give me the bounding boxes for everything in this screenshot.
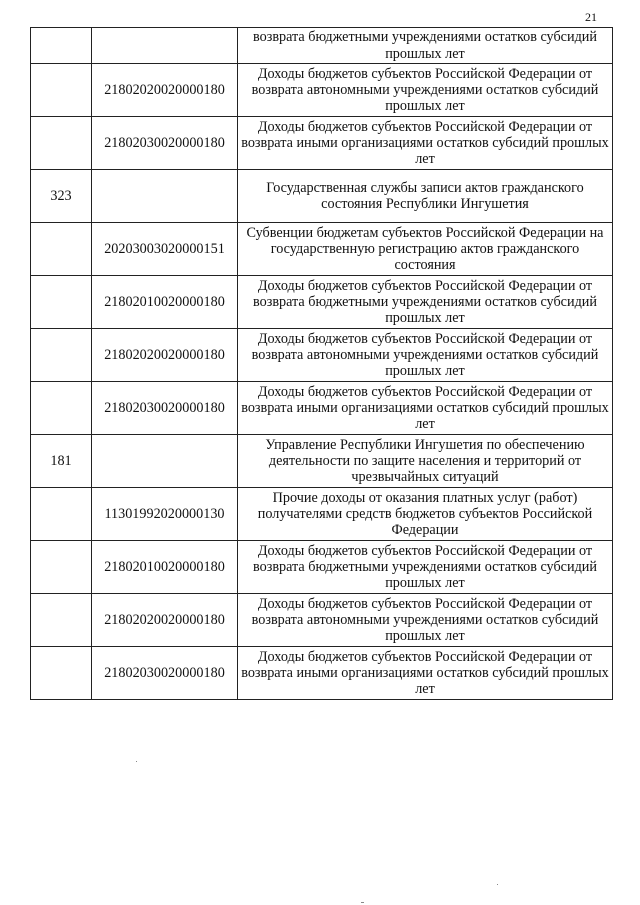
revenue-code-cell: 21802030020000180 bbox=[92, 117, 238, 170]
revenue-code-cell bbox=[92, 170, 238, 223]
revenue-code-cell: 11301992020000130 bbox=[92, 488, 238, 541]
admin-code-cell bbox=[31, 488, 92, 541]
admin-code-cell bbox=[31, 647, 92, 700]
revenue-code-cell: 21802010020000180 bbox=[92, 541, 238, 594]
scan-speck bbox=[361, 902, 364, 903]
admin-code-cell bbox=[31, 382, 92, 435]
admin-code-cell bbox=[31, 541, 92, 594]
revenue-name-cell: Доходы бюджетов субъектов Российской Федерации от возврата бюджетными учреждениями остатков субсидий прошлых лет bbox=[238, 541, 613, 594]
revenue-code-cell: 21802020020000180 bbox=[92, 64, 238, 117]
revenue-name-cell: Доходы бюджетов субъектов Российской Федерации от возврата автономными учреждениями остатков субсидий прошлых лет bbox=[238, 594, 613, 647]
revenue-name-cell: Доходы бюджетов субъектов Российской Федерации от возврата иными организациями остатков субсидий прошлых лет bbox=[238, 117, 613, 170]
revenue-name-cell: Доходы бюджетов субъектов Российской Федерации от возврата автономными учреждениями остатков субсидий прошлых лет bbox=[238, 64, 613, 117]
revenue-name-cell: Государственная службы записи актов гражданского состояния Республики Ингушетия bbox=[238, 170, 613, 223]
admin-code-cell bbox=[31, 223, 92, 276]
revenue-code-cell bbox=[92, 435, 238, 488]
table-row bbox=[31, 541, 613, 594]
table-row bbox=[31, 488, 613, 541]
revenue-code-cell: 21802020020000180 bbox=[92, 329, 238, 382]
revenue-name-cell: Доходы бюджетов субъектов Российской Федерации от возврата бюджетными учреждениями остатков субсидий прошлых лет bbox=[238, 276, 613, 329]
table-row bbox=[31, 276, 613, 329]
page-number: 21 bbox=[585, 10, 597, 24]
table-row bbox=[31, 382, 613, 435]
budget-revenue-table bbox=[30, 27, 613, 700]
revenue-name-cell: Доходы бюджетов субъектов Российской Федерации от возврата иными организациями остатков субсидий прошлых лет bbox=[238, 382, 613, 435]
revenue-code-cell: 20203003020000151 bbox=[92, 223, 238, 276]
revenue-name-cell: Доходы бюджетов субъектов Российской Федерации от возврата иными организациями остатков субсидий прошлых лет bbox=[238, 647, 613, 700]
revenue-code-cell: 21802020020000180 bbox=[92, 594, 238, 647]
table-row bbox=[31, 170, 613, 223]
revenue-code-cell: 21802010020000180 bbox=[92, 276, 238, 329]
admin-code-cell: 323 bbox=[31, 170, 92, 223]
table-row bbox=[31, 64, 613, 117]
admin-code-cell bbox=[31, 117, 92, 170]
revenue-name-cell: Субвенции бюджетам субъектов Российской Федерации на государственную регистрацию актов гражданского состояния bbox=[238, 223, 613, 276]
table-row bbox=[31, 329, 613, 382]
admin-code-cell: 181 bbox=[31, 435, 92, 488]
table-row bbox=[31, 117, 613, 170]
table-row bbox=[31, 435, 613, 488]
table-row bbox=[31, 594, 613, 647]
revenue-name-cell: Управление Республики Ингушетия по обеспечению деятельности по защите населения и территорий от чрезвычайных ситуаций bbox=[238, 435, 613, 488]
scan-speck bbox=[497, 884, 498, 885]
table-row bbox=[31, 28, 613, 64]
scan-speck bbox=[136, 761, 137, 762]
revenue-code-cell: 21802030020000180 bbox=[92, 647, 238, 700]
admin-code-cell bbox=[31, 28, 92, 64]
revenue-name-cell: возврата бюджетными учреждениями остатков субсидий прошлых лет bbox=[238, 28, 613, 64]
admin-code-cell bbox=[31, 329, 92, 382]
revenue-code-cell bbox=[92, 28, 238, 64]
revenue-name-cell: Прочие доходы от оказания платных услуг (работ) получателями средств бюджетов субъектов Российской Федерации bbox=[238, 488, 613, 541]
revenue-code-cell: 21802030020000180 bbox=[92, 382, 238, 435]
table-row bbox=[31, 647, 613, 700]
admin-code-cell bbox=[31, 276, 92, 329]
table-row bbox=[31, 223, 613, 276]
admin-code-cell bbox=[31, 594, 92, 647]
admin-code-cell bbox=[31, 64, 92, 117]
revenue-name-cell: Доходы бюджетов субъектов Российской Федерации от возврата автономными учреждениями остатков субсидий прошлых лет bbox=[238, 329, 613, 382]
